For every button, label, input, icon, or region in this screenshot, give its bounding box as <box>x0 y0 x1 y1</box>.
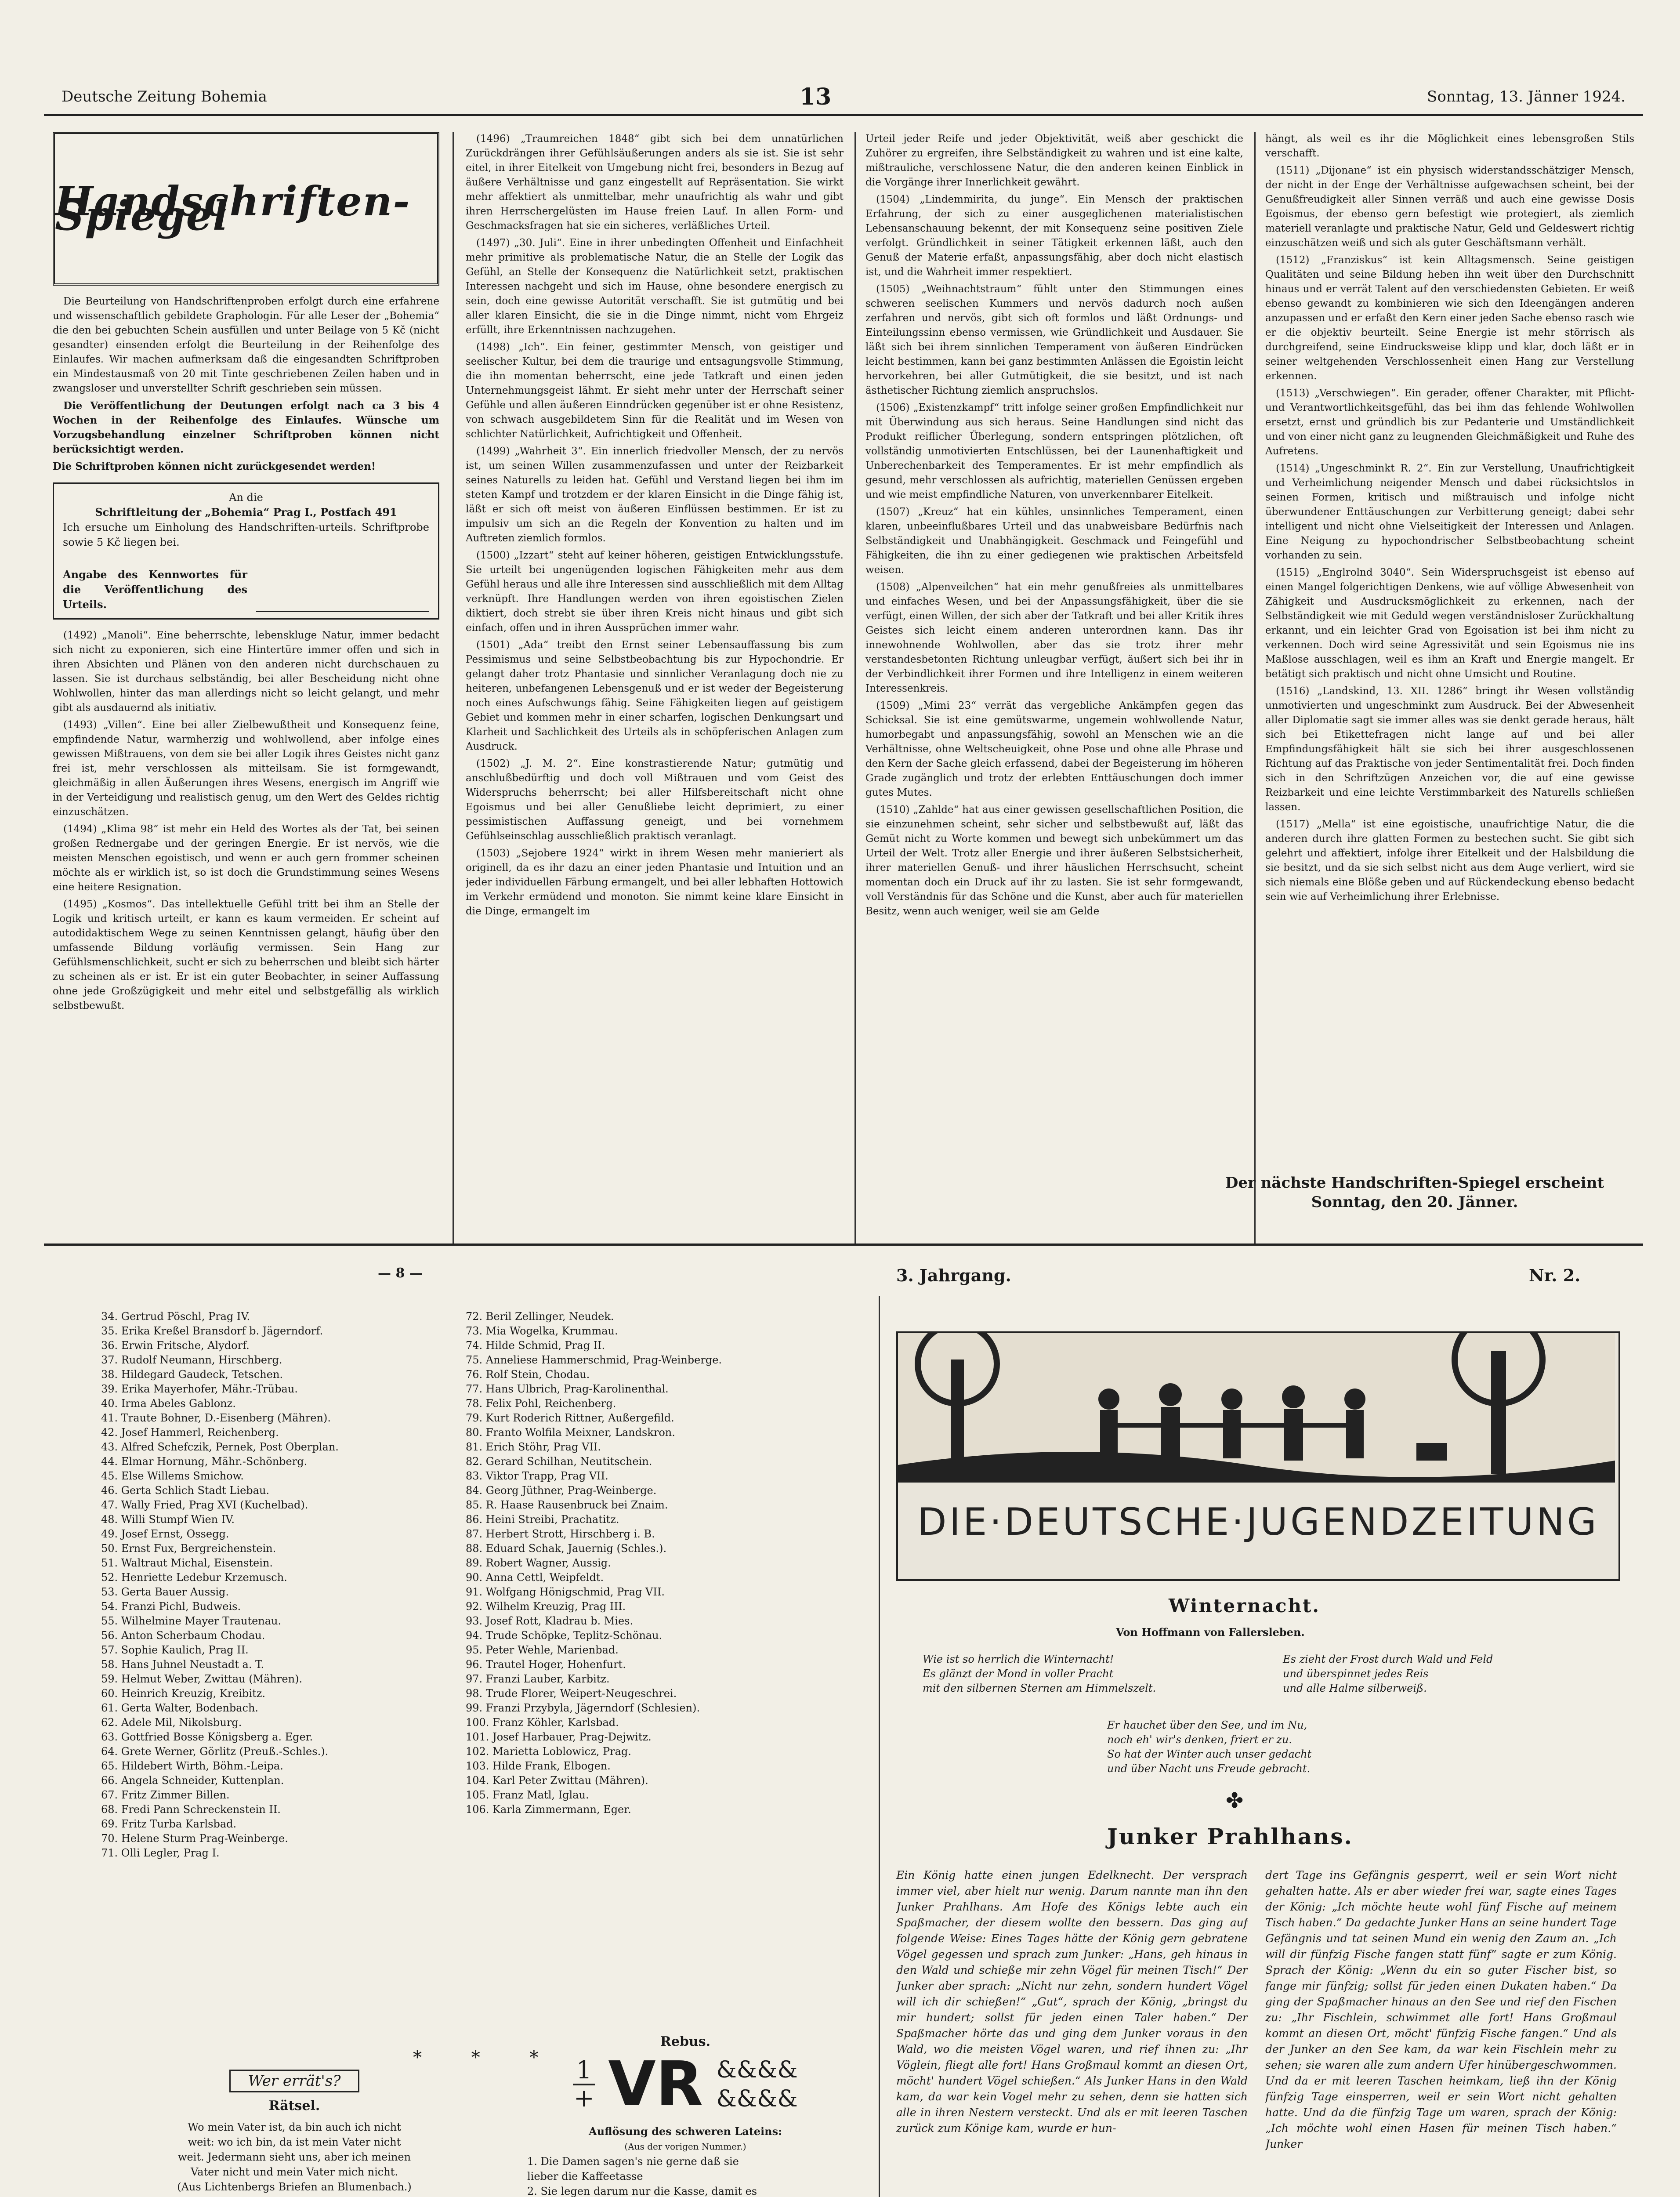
solver-list-item: 44. Elmar Hornung, Mähr.-Schönberg. <box>101 1455 308 1468</box>
solver-list-item: 106. Karla Zimmermann, Eger. <box>466 1803 631 1816</box>
solver-list-item: 52. Henriette Ledebur Krzemusch. <box>101 1571 287 1584</box>
order-coupon <box>53 482 439 620</box>
entry-1515: (1515) „Englrolnd 3040“. Sein Widerspruchsgeist ist ebenso auf einen Mangel folgerichtigen Denkens, wie auf völlige Abwesenheit von Zähigkeit und Ausdrucksmöglichkeit zu erkennen, nach der Selbständigkeit wie mit Geduld wegen verständnisloser Zurückhaltung erkannt, und ein leichter Grad von Egoisation ist bei ihm nicht zu verkennen. Doch wird seine Agressivität und sein Egoismus nie ins Maßlose ausschlagen, weil es ihm an Kraft und Energie mangelt. Er betätigt sich praktisch und nicht ohne Umsicht und Routine. <box>1265 567 1634 680</box>
coupon-field <box>256 572 429 612</box>
solver-list-item: 53. Gerta Bauer Aussig. <box>101 1586 229 1598</box>
solution-line: 2. Sie legen darum nur die Kasse, damit es <box>527 2185 757 2197</box>
riddle-title: Rätsel. <box>268 2098 320 2114</box>
solver-list-item: 68. Fredi Pann Schreckenstein II. <box>101 1803 281 1816</box>
solver-list-item: 105. Franz Matl, Iglau. <box>466 1789 589 1801</box>
solver-list-item: 74. Hilde Schmid, Prag II. <box>466 1339 605 1352</box>
rebus-fraction <box>573 2057 595 2112</box>
section-stars: * * * <box>413 2048 561 2068</box>
column-4 <box>1265 132 1634 1173</box>
supplement-page-marker: — 8 — <box>378 1265 423 1281</box>
entry-1508: (1508) „Alpenveilchen“ hat ein mehr genußfreies als unmittelbares und einfaches Wesen, und bei der Anpassungsfähigkeit, über die sie verfügt, einen Willen, der sich aber der Tatkraft und bei aller Kritik ihres Geistes sich leicht einem anderen unterordnen kann. Das ihr innewohnende Wohlwollen, aber das sie trotz ihrer mehr verstandesbetonten Richtung unleugbar verfügt, äußert sich bei ihr in der Verbindlichkeit ihrer Formen und ihre Intelligenz in einem weiteren Interessenkreis. <box>865 581 1243 694</box>
rebus-letters: VR <box>608 2048 703 2120</box>
entry-1496: (1496) „Traumreichen 1848“ gibt sich bei dem unnatürlichen Zurückdrängen ihrer Gefühlsäußerungen anders als sie ist. Sie ist sehr eitel, in ihrer Eitelkeit von Umgebung nicht frei, besonders in Bezug auf äußere Verhältnisse und ganz eingestellt auf Repräsentation. Sie wirkt mehr affektiert als unmittelbar, mehr unaufrichtig als wahr und gibt ihren Herrschergelüsten im Hause freien Lauf. In allen Form- und Geschmacksfragen hat sie ein sicheres, verläßliches Urteil. <box>466 133 844 232</box>
riddle-line: weit: wo ich bin, da ist mein Vater nicht <box>188 2136 401 2148</box>
rebus-amps-row: &&&& <box>716 2086 798 2112</box>
entry-1492: (1492) „Manoli“. Eine beherrschte, lebenskluge Natur, immer bedacht sich nicht zu exponieren, sich eine Hintertüre immer offen und sich in ihren Absichten und Plänen von den anderen nicht durchschauen zu lassen. Sie ist durchaus selbständig, bei aller Bescheidung nicht ohne Wohlwollen, hinter das man allerdings nicht so leicht gelangt, und mehr gibt als ausdauernd als initiativ. <box>53 630 439 714</box>
solver-list-item: 41. Traute Bohner, D.-Eisenberg (Mähren). <box>101 1412 331 1424</box>
entry-1497: (1497) „30. Juli“. Eine in ihrer unbedingten Offenheit und Einfachheit mehr primitive als problematische Natur, die an Stelle der Logik das Gefühl, an Stelle der Konsequenz die Natürlichkeit setzt, praktischen Interessen nachgeht und sich im Hause, ohne besondere energisch zu sein, doch eine gewisse Autorität verschafft. Sie ist gutmütig und bei aller klaren Einsicht, die sie in die Dinge nimmt, nicht vom Ehrgeiz erfüllt, ihre Erkenntnissen nachzugehen. <box>466 237 844 336</box>
solver-list-item: 79. Kurt Roderich Rittner, Außergefild. <box>466 1412 674 1424</box>
riddle-box-title: Wer errät's? <box>229 2070 360 2092</box>
solver-list-item: 40. Irma Abeles Gablonz. <box>101 1397 236 1410</box>
entry-1506: (1506) „Existenzkampf“ tritt infolge seiner großen Empfindlichkeit nur mit Überwindung aus sich heraus. Seine Handlungen sind nicht das Produkt reiflicher Überlegung, sondern entspringen plötzlichen, oft vollständig unmotivierten Entschlüssen, bei der Launenhaftigkeit und Unberechenbarkeit des Temperamentes. Er ist mehr empfindlich als gesund, mehr verschlossen als aufrichtig, materiellen Genüssen ergeben und wie meist empfindliche Naturen, von unverkennbarer Eitelkeit. <box>865 402 1243 500</box>
poem-line: und über Nacht uns Freude gebracht. <box>1107 1762 1311 1775</box>
riddle-line: Vater nicht und mein Vater mich nicht. <box>191 2166 398 2178</box>
solver-list-item: 91. Wolfgang Hönigschmid, Prag VII. <box>466 1586 665 1598</box>
riddle-line: weit. Jedermann sieht uns, aber ich meinen <box>177 2151 411 2163</box>
solver-list-item: 96. Trautel Hoger, Hohenfurt. <box>466 1658 626 1671</box>
solver-list-item: 94. Trude Schöpke, Teplitz-Schönau. <box>466 1629 663 1642</box>
rebus-amps-row: &&&& <box>716 2057 798 2083</box>
entry-1500: (1500) „Izzart“ steht auf keiner höheren, geistigen Entwicklungsstufe. Sie urteilt bei ungenügenden logischen Fähigkeiten mehr aus dem Gefühl heraus und alle ihre Interessen sind ausschließlich mit dem Alltag verknüpft. Ihre Handlungen werden von ihren egoistischen Zielen diktiert, doch strebt sie über ihren Kreis nicht hinaus und gibt sich einfach, offen und in ihren Aussprüchen immer wahr. <box>466 550 844 634</box>
entry-1499: (1499) „Wahrheit 3“. Ein innerlich friedvoller Mensch, der zu nervös ist, um seinen Willen zusammenzufassen und unter der Reizbarkeit seines Naturells zu leiden hat. Gefühl und Verstand liegen bei ihm im steten Kampf und trotzdem er der klaren Einsicht in die Dinge fähig ist, läßt er sich oft meist von äußeren Einflüssen bestimmen. Er ist zu impulsiv um sich an die Regeln der Konvention zu halten und im Auftreten ziemlich formlos. <box>466 446 844 544</box>
solver-list-item: 84. Georg Jüthner, Prag-Weinberge. <box>466 1484 657 1497</box>
entry-1509: (1509) „Mimi 23“ verrät das vergebliche Ankämpfen gegen das Schicksal. Sie ist eine gemütswarme, ungemein wohlwollende Natur, humorbegabt und anpassungsfähig, sowohl an Menschen wie an die Verhältnisse, ohne Weltscheuigkeit, ohne Pose und ohne alle Phrase und den Kern der Sache gleich erfassend, dabei der Begeisterung im höheren Grade zugänglich und trotz der erlebten Enttäuschungen doch immer gutes Mutes. <box>865 700 1243 798</box>
solution-line: lieber die Kaffeetasse <box>527 2170 643 2182</box>
solver-list-item: 54. Franzi Pichl, Budweis. <box>101 1600 241 1613</box>
section-divider <box>44 1244 1643 1246</box>
poem-title: Winternacht. <box>1169 1595 1321 1617</box>
riddle-lines <box>114 2120 474 2197</box>
solver-list-item: 66. Angela Schneider, Kuttenplan. <box>101 1774 284 1787</box>
entry-1517: (1517) „Mella“ ist eine egoistische, unaufrichtige Natur, die die anderen durch ihre glatten Formen zu bestechen sucht. Sie gibt sich gelehrt und affektiert, infolge ihrer Eitelkeit und der Halsbildung die sie besitzt, und da sie sich selbst nicht aus dem Auge verliert, wird sie sich niemals eine Blöße geben und auf Rückendeckung ebenso bedacht sein wie auf Verheimlichung ihrer Erlebnisse. <box>1265 819 1634 903</box>
solver-list-item: 99. Franzi Przybyla, Jägerndorf (Schlesien). <box>466 1702 700 1714</box>
riddle-section <box>114 2070 474 2197</box>
solver-list-item: 34. Gertrud Pöschl, Prag IV. <box>101 1310 250 1323</box>
coupon-text: Ich ersuche um Einholung des Handschriften-urteils. Schriftprobe sowie 5 Kč liegen bei. <box>63 521 429 548</box>
solver-list-item: 46. Gerta Schlich Stadt Liebau. <box>101 1484 270 1497</box>
story-column-1: Ein König hatte einen jungen Edelknecht. Der versprach immer viel, aber hielt nur wenig. Darum nannte man ihn den Junker Prahlhans. Am Hofe des Königs lebte auch ein Spaßmacher, der diesem wollte den bessern. Das ging auf folgende Weise: Eines Tages hätte der König gern gebratene Vögel gegessen und sprach zum Junker: „Hans, geh hinaus in den Wald und schieße mir zehn Vögel für meinen Tisch!“ Der Junker aber sprach: „Nicht nur zehn, sondern hundert Vögel will ich dir schießen!“ „Gut“, sprach der König, „bringst du mir hundert; sollst für jeden einen Taler haben.“ Der Spaßmacher hörte das und ging dem Junker voraus in den Wald, wo die meisten Vögel waren, und rief ihnen zu: „Ihr Vöglein, fliegt alle fort! Hans Großmaul kommt an diesen Ort, möcht' hundert Vögel schießen.“ Als Junker Hans in den Wald kam, da war kein Vogel mehr zu sehen, denn sie hatten sich alle in ihren Nestern versteckt. Und als er mit leeren Taschen zurück zum Könige kam, wurde er hun- <box>896 1869 1248 2135</box>
entry-1493: (1493) „Villen“. Eine bei aller Zielbewußtheit und Konsequenz feine, empfindende Natur, warmherzig und wohlwollend, aber infolge eines gewissen Mißtrauens, von dem sie bei aller Logik ihres Geistes nicht ganz frei ist, mehr verschlossen als mitteilsam. Sie ist formgewandt, gleichmäßig in allen Äußerungen ihres Wesens, energisch im Angriff wie in der Verteidigung und realistisch genug, um den Wert des Geldes richtig einzuschätzen. <box>53 719 439 818</box>
illustration-title: DIE·DEUTSCHE·JUGENDZEITUNG <box>917 1500 1599 1544</box>
entry-1505: (1505) „Weihnachtstraum“ fühlt unter den Stimmungen eines schweren seelischen Kummers und nervös dadurch noch außen zerfahren und nervös, gibt sich oft formlos und läßt Ordnungs- und Einteilungssinn ebenso vermissen, wie Gründlichkeit und Ausdauer. Sie läßt sich bei ihrem sinnlichen Temperament von äußeren Eindrücken leicht bestimmen, kann bei ganz bestimmten Anlässen die Egoistin leicht hervorkehren, bei aller Gutmütigkeit, die sie besitzt, und ist nach ästhetischer Richtung ziemlich anspruchslos. <box>865 283 1243 396</box>
entry-1507: (1507) „Kreuz“ hat ein kühles, unsinnliches Temperament, einen klaren, unbeeinflußbares Urteil und das unabweisbare Bedürfnis nach Selbständigkeit und Unabhängigkeit. Geschmack und Feingefühl und Fähigkeiten, die ihn zu einer gediegenen wie praktischen Arbeitsfeld weisen. <box>865 506 1243 576</box>
masthead-illustration <box>896 1331 1620 1581</box>
newspaper-page <box>44 83 1643 2197</box>
solver-list-item: 103. Hilde Frank, Elbogen. <box>466 1760 611 1772</box>
solver-list-item: 58. Hans Juhnel Neustadt a. T. <box>101 1658 264 1671</box>
entry-continued: Urteil jeder Reife und jeder Objektivität, weiß aber geschickt die Zuhörer zu ergreifen, ihre Selbständigkeit zu wahren und ist eine kalte, mißtrauliche, verschlossene Natur, die den anderen keinen Einblick in die Vorgänge ihrer Innerlichkeit gewährt. <box>865 133 1243 188</box>
solver-list-item: 57. Sophie Kaulich, Prag II. <box>101 1644 249 1656</box>
coupon-to: An die <box>229 491 263 504</box>
solver-list-item: 104. Karl Peter Zwittau (Mähren). <box>466 1774 648 1787</box>
solver-list-item: 65. Hildebert Wirth, Böhm.-Leipa. <box>101 1760 283 1772</box>
riddle-line: (Aus Lichtenbergs Briefen an Blumenbach.) <box>177 2181 412 2193</box>
coupon-label: Angabe des Kennwortes für die Veröffentlichung des Urteils. <box>63 568 247 611</box>
entry-1495: (1495) „Kosmos“. Das intellektuelle Gefühl tritt bei ihm an Stelle der Logik und kritisch urteilt, er kann es kaum vermeiden. Er scheint auf autodidaktischem Wege zu seinen Kenntnissen gelangt, häufig über den umfassende Bildung vorläufig vermissen. Sein Hang zur Gefühlsmenschlichkeit, sucht er sich zu beherrschen und bleibt sich härter zu scheinen als er ist. Er ist ein guter Beobachter, in seiner Auffassung ohne jede Großzügigkeit und mehr eitel und selbstgefällig als wirklich selbstbewußt. <box>53 899 439 1011</box>
solution-line: 1. Die Damen sagen's nie gerne daß sie <box>527 2155 739 2168</box>
poem-line: Wie ist so herrlich die Winternacht! <box>923 1653 1114 1665</box>
solver-list-item: 89. Robert Wagner, Aussig. <box>466 1557 611 1569</box>
header-page-number: 13 <box>800 83 832 110</box>
column-2 <box>466 132 844 1244</box>
solver-list-item: 45. Else Willems Smichow. <box>101 1470 244 1482</box>
rebus-fraction-top: 1 <box>576 2056 592 2085</box>
solver-list-item: 59. Helmut Weber, Zwittau (Mähren). <box>101 1673 303 1685</box>
poem-line: mit den silbernen Sternen am Himmelszelt. <box>923 1682 1156 1694</box>
entry-1516: (1516) „Landskind, 13. XII. 1286“ bringt ihr Wesen vollständig unmotivierten und ungeschminkt zum Ausdruck. Bei der Abwesenheit aller Diplomatie sagt sie immer alles was sie denkt gerade heraus, hält sich bei Etikettefragen nicht lange auf und bei aller Empfindungsfähigkeit hält sie sich bei ihrer ausgeschlossenen Richtung auf das Praktische von jeder Sentimentalität frei. Doch finden sich in den Schriftzügen Anzeichen vor, die auf eine gewisse Reizbarkeit und eine leichte Verstimmbarkeit des Naturells schließen lassen. <box>1265 685 1634 813</box>
solver-list-item: 67. Fritz Zimmer Billen. <box>101 1789 230 1801</box>
publication-note: Die Veröffentlichung der Deutungen erfolgt nach ca 3 bis 4 Wochen in der Reihenfolge des Einlaufes. Wünsche um Vorzugsbehandlung einzelner Schriftproben können nicht berücksichtigt werden. <box>53 400 439 455</box>
coupon-address: Schriftleitung der „Bohemia“ Prag I., Postfach 491 <box>95 506 397 518</box>
solver-list-item: 81. Erich Stöhr, Prag VII. <box>466 1441 601 1453</box>
solver-list-item: 98. Trude Florer, Weipert-Neugeschrei. <box>466 1687 677 1700</box>
column-rule <box>854 132 856 1244</box>
solver-list-left <box>101 1309 466 1860</box>
solver-list-item: 36. Erwin Fritsche, Alydorf. <box>101 1339 250 1352</box>
solver-list-item: 92. Wilhelm Kreuzig, Prag III. <box>466 1600 626 1613</box>
solver-list-item: 75. Anneliese Hammerschmid, Prag-Weinberge. <box>466 1354 722 1366</box>
solver-list-item: 64. Grete Werner, Görlitz (Preuß.-Schles.). <box>101 1745 329 1758</box>
solver-list-item: 80. Franto Wolfila Meixner, Landskron. <box>466 1426 675 1439</box>
story-title: Junker Prahlhans. <box>1107 1824 1353 1849</box>
solver-list-item: 39. Erika Mayerhofer, Mähr.-Trübau. <box>101 1383 298 1395</box>
entry-1498: (1498) „Ich“. Ein feiner, gestimmter Mensch, von geistiger und seelischer Kultur, bei dem die traurige und entsagungsvolle Stimmung, die ihn momentan beherrscht, eine jede Tatkraft und einen jeden Unternehmungsgeist lähmt. Er sieht mehr unter der Herrschaft seiner Gefühle und allen äußeren Einndrücken gegenüber ist er ohne Resistenz, von schwach ausgebildetem Sinn für die Realität und im Wesen von schlichter Natürlichkeit, Aufrichtigkeit und Offenheit. <box>466 341 844 440</box>
riddle-line <box>114 2194 474 2197</box>
solver-list-item: 85. R. Haase Rausenbruck bei Znaim. <box>466 1499 668 1511</box>
supplement-issue: Nr. 2. <box>1529 1265 1581 1285</box>
rebus-fraction-bottom: + <box>573 2084 594 2113</box>
solver-list-item: 101. Josef Harbauer, Prag-Dejwitz. <box>466 1731 652 1743</box>
solver-list-item: 61. Gerta Walter, Bodenbach. <box>101 1702 259 1714</box>
solver-list-item: 38. Hildegard Gaudeck, Tetschen. <box>101 1368 283 1381</box>
poem-line: Es glänzt der Mond in voller Pracht <box>923 1668 1114 1680</box>
solver-list-item: 47. Wally Fried, Prag XVI (Kuchelbad). <box>101 1499 308 1511</box>
solver-list-item: 87. Herbert Strott, Hirschberg i. B. <box>466 1528 655 1540</box>
solver-list-item: 82. Gerard Schilhan, Neutitschein. <box>466 1455 652 1468</box>
solver-list-item: 51. Waltraut Michal, Eisenstein. <box>101 1557 273 1569</box>
solver-list-item: 77. Hans Ulbrich, Prag-Karolinenthal. <box>466 1383 669 1395</box>
solver-list-item: 42. Josef Hammerl, Reichenberg. <box>101 1426 279 1439</box>
return-note: Die Schriftproben können nicht zurückgesendet werden! <box>53 460 376 472</box>
solver-list-item: 63. Gottfried Bosse Königsberg a. Eger. <box>101 1731 313 1743</box>
entry-1501: (1501) „Ada“ treibt den Ernst seiner Lebensauffassung bis zum Pessimismus und seine Selbstbeobachtung bis zur Hypochondrie. Er gelangt daher trotz Phantasie und sinnlicher Veranlagung doch nie zu heiteren, unbefangenen Lebensgenuß und er ist weder der Begeisterung noch eines Aufschwungs fähig. Seine Fähigkeiten liegen auf geistigem Gebiet und kommen mehr in einer scharfen, logischen Denkungsart und Klarheit und Sachlichkeit des Urteils als in schöpferischen Anlagen zum Ausdruck. <box>466 639 844 752</box>
entry-1494: (1494) „Klima 98“ ist mehr ein Held des Wortes als der Tat, bei seinen großen Rednergabe und der geringen Energie. Er ist nervös, wie die meisten Menschen egoistisch, und wenn er auch gern frommer scheinen möchte als er wirklich ist, so ist doch die Grundstimmung seines Wesens eine heitere Resignation. <box>53 823 439 893</box>
column-rule <box>879 1296 880 2197</box>
rebus-section <box>510 2034 861 2197</box>
supplement-year: 3. Jahrgang. <box>896 1265 1011 1285</box>
solver-list-item: 100. Franz Köhler, Karlsbad. <box>466 1716 619 1729</box>
solver-list-item: 37. Rudolf Neumann, Hirschberg. <box>101 1354 282 1366</box>
entry-1502: (1502) „J. M. 2“. Eine konstrastierende Natur; gutmütig und anschlußbedürftig und doch voll Mißtrauen und vom Geist des Widerspruchs beherrscht; bei aller Hilfsbereitschaft nicht ohne Egoismus und bei aller Genußliebe leicht deprimiert, zu einer pessimistischen Auffassung geneigt, und bei vornehmem Gefühlseinschlag ausschließlich praktisch veranlagt. <box>466 758 844 842</box>
solver-list-item: 48. Willi Stumpf Wien IV. <box>101 1513 235 1526</box>
masthead-title: Handschriften-Spiegel <box>53 132 439 286</box>
entry-continued: hängt, als weil es ihr die Möglichkeit eines lebensgroßen Stils verschafft. <box>1265 133 1634 159</box>
solver-list-item: 83. Viktor Trapp, Prag VII. <box>466 1470 608 1482</box>
solution-subtitle: (Aus der vorigen Nummer.) <box>624 2141 746 2152</box>
solver-list-item: 35. Erika Kreßel Bransdorf b. Jägerndorf. <box>101 1325 323 1337</box>
header-publication: Deutsche Zeitung Bohemia <box>62 88 267 105</box>
solver-list-item: 43. Alfred Schefczik, Pernek, Post Oberplan. <box>101 1441 339 1453</box>
poem-stanza-3 <box>1107 1718 1311 1776</box>
solver-list-item: 73. Mia Wogelka, Krummau. <box>466 1325 618 1337</box>
column-1 <box>53 132 439 1244</box>
solver-list-item: 60. Heinrich Kreuzig, Kreibitz. <box>101 1687 265 1700</box>
solver-list-item: 88. Eduard Schak, Jauernig (Schles.). <box>466 1542 667 1555</box>
solver-list-right <box>466 1309 861 1817</box>
solver-list-item: 55. Wilhelmine Mayer Trautenau. <box>101 1615 282 1627</box>
solver-list-item: 78. Felix Pohl, Reichenberg. <box>466 1397 616 1410</box>
entry-1504: (1504) „Lindemmirita, du junge“. Ein Mensch der praktischen Erfahrung, der sich zu einer ausgeglichenen materialistischen Lebensanschauung bekennt, der mit Konsequenz seine positiven Ziele verfolgt. Gründlichkeit in seiner Tätigkeit erkennen läßt, auch den Genuß der Materie erfaßt, anpassungsfähig, aber doch nicht elastisch ist, und die Wahrheit immer respektiert. <box>865 194 1243 278</box>
riddle-line: Wo mein Vater ist, da bin auch ich nicht <box>188 2121 401 2133</box>
solver-list-item: 70. Helene Sturm Prag-Weinberge. <box>101 1832 288 1845</box>
column-rule <box>1254 132 1256 1244</box>
solver-list-item: 71. Olli Legler, Prag I. <box>101 1847 220 1859</box>
solver-list-item: 102. Marietta Loblowicz, Prag. <box>466 1745 631 1758</box>
poem-line: noch eh' wir's denken, friert er zu. <box>1107 1733 1293 1746</box>
solver-list-item: 93. Josef Rott, Kladrau b. Mies. <box>466 1615 634 1627</box>
poem-stanza-2 <box>1283 1652 1493 1696</box>
entry-1510: (1510) „Zahlde“ hat aus einer gewissen gesellschaftlichen Position, die sie einzunehmen scheint, sehr sicher und selbstbewußt auf, läßt das Gemüt nicht zu Worte kommen und bewegt sich unbekümmert um das Urteil der Welt. Trotz aller Energie und ihrer äußeren Selbstsicherheit, ihrer materiellen Genuß- und ihrer häuslichen Herrschsucht, scheint momentan doch ein Druck auf ihr zu lasten. Sie ist sehr formgewandt, voll Verständnis für das Schöne und die Kunst, aber auch für materiellen Besitz, wenn auch weniger, weil sie am Gelde <box>865 804 1243 917</box>
poem-line: Es zieht der Frost durch Wald und Feld <box>1283 1653 1493 1665</box>
running-header <box>44 83 1643 116</box>
solution-title: Auflösung des schweren Lateins: <box>589 2125 782 2138</box>
solver-list-item: 50. Ernst Fux, Bergreichenstein. <box>101 1542 276 1555</box>
ornament-icon: ✤ <box>1226 1788 1244 1813</box>
entry-1513: (1513) „Verschwiegen“. Ein gerader, offener Charakter, mit Pflicht- und Verantwortlichkeitsgefühl, das bei ihm das fehlende Wohlwollen ersetzt, ernst und gründlich bis zur Pedanterie und Umständlichkeit und von einer nicht ganz zu leugnenden Gleichmäßigkeit und Ruhe des Aufretens. <box>1265 388 1634 457</box>
solver-list-item: 95. Peter Wehle, Marienbad. <box>466 1644 619 1656</box>
entry-1511: (1511) „Dijonane“ ist ein physisch widerstandsschätziger Mensch, der nicht in der Enge der Verhältnisse aufgewachsen scheint, bei der Genußfreudigkeit aller Sinnen verräß und auch eine gewisse Dosis Egoismus, der ebenso gern befestigt wie protegiert, als ziemlich materiell veranlagte und praktische Natur, Geld und Geldeswert richtig einzuschätzen weiß und sich als guter Geschäftsmann verhält. <box>1265 165 1634 249</box>
poem-line: und alle Halme silberweiß. <box>1283 1682 1427 1694</box>
poem-author: Von Hoffmann von Fallersleben. <box>1116 1626 1305 1639</box>
solver-list-item: 90. Anna Cettl, Weipfeldt. <box>466 1571 604 1584</box>
entry-1514: (1514) „Ungeschminkt R. 2“. Ein zur Verstellung, Unaufrichtigkeit und Verheimlichung neigender Mensch und dabei rücksichtslos in seinen Formen, kritisch und mißtrauisch und infolge nicht überwundener Enttäuschungen zur Verbitterung geneigt; dabei sehr intelligent und nicht ohne Vielseitigkeit der Interessen und Anlagen. Eine Neigung zu hypochondrischer Selbstbeobachtung scheint vorhanden zu sein. <box>1265 463 1634 561</box>
poem-line: und überspinnet jedes Reis <box>1283 1668 1429 1680</box>
rebus-puzzle <box>510 2048 861 2120</box>
header-date: Sonntag, 13. Jänner 1924. <box>1427 88 1626 105</box>
poem-line: Er hauchet über den See, und im Nu, <box>1107 1719 1307 1731</box>
solver-list-item: 76. Rolf Stein, Chodau. <box>466 1368 590 1381</box>
solver-list-item: 62. Adele Mil, Nikolsburg. <box>101 1716 242 1729</box>
rebus-title: Rebus. <box>660 2034 711 2049</box>
solver-list-item: 49. Josef Ernst, Ossegg. <box>101 1528 229 1540</box>
poem-line: So hat der Winter auch unser gedacht <box>1107 1748 1312 1760</box>
column-rule <box>453 132 454 1244</box>
solver-list-item: 86. Heini Streibi, Prachatitz. <box>466 1513 619 1526</box>
next-issue-notice: Der nächste Handschriften-Spiegel erscheint Sonntag, den 20. Jänner. <box>1225 1174 1604 1211</box>
column-3 <box>865 132 1243 1244</box>
story-column-2: dert Tage ins Gefängnis gesperrt, weil er sein Wort nicht gehalten hatte. Als er aber wieder frei war, sagte eines Tages der König: „Ich möchte heute wohl fünf Fische auf meinem Tisch haben.“ Da gedachte Junker Hans an seine hundert Tage Gefängnis und tat seinen Mund ein wenig den Zaum an. „Ich will dir fünfzig Fische fangen statt fünf“ sagte er zum König. Sprach der König: „Wenn du ein so guter Fischer bist, so fange mir fünfzig; sollst für jeden einen Dukaten haben.“ Da ging der Spaßmacher hinaus an den See und rief den Fischen zu: „Ihr Fischlein, schwimmet alle fort! Hans Großmaul kommt an diesen Ort, möcht' fünfzig Fische fangen.“ Und als der Junker an den See kam, da war kein Fischlein mehr zu sehen; sie waren alle zum andern Ufer hinübergeschwommen. Und da er mit leeren Taschen heimkam, ließ ihn der König fünfzig Tage einsperren, weil er sein Wort nicht gehalten hatte. Und da die fünfzig Tage um waren, sprach der König: „Ich möchte wohl einen Hasen für meinen Tisch haben.“ Junker <box>1265 1869 1617 2150</box>
entry-1503: (1503) „Sejobere 1924“ wirkt in ihrem Wesen mehr manieriert als originell, da es ihr dazu an einer jeden Phantasie und Intuition und an jeder individuellen Färbung ermangelt, und bei aller lebhaften Hottowich im Verkehr ermüdend und monoton. Sie nimmt keine klare Einsicht in die Dinge, ermangelt im <box>466 848 844 917</box>
solver-list-item: 72. Beril Zellinger, Neudek. <box>466 1310 614 1323</box>
solution-lines <box>510 2154 861 2197</box>
solver-list-item: 97. Franzi Lauber, Karbitz. <box>466 1673 610 1685</box>
entry-1512: (1512) „Franziskus“ ist kein Alltagsmensch. Seine geistigen Qualitäten und seine Bildung heben ihn weit über den Durchschnitt hinaus und er verrät Talent auf den verschiedensten Gebieten. Er weiß ebenso gewandt zu kombinieren wie sich den Ideengängen anderen anzupassen und er erfaßt den Kern einer jeden Sache ebenso rasch wie er die objektiv beurteilt. Seine Energie ist mehr störrisch als durchgreifend, seine Eindrucksweise klipp und klar, doch läßt er in seiner weltgehenden Verschlossenheit einen Hang zur Verstellung erkennen. <box>1265 254 1634 382</box>
intro-text: Die Beurteilung von Handschriftenproben erfolgt durch eine erfahrene und wissenschaftlich gebildete Graphologin. Für alle Leser der „Bohemia“ die den bei gebuchten Schein ausfüllen und unter Beilage von 5 Kč (nicht gesandter) einsenden erfolgt die Beurteilung in der Reihenfolge des Einlaufes. Wir machen aufmerksam daß die eingesandten Schriftproben ein Mindestausmaß von 20 mit Tinte geschriebenen Zeilen haben und in zwangsloser und unverstellter Schrift geschrieben sein müssen. <box>53 296 439 394</box>
rebus-ampersands <box>717 2056 798 2114</box>
poem-stanza-1 <box>923 1652 1156 1696</box>
solver-list-item: 69. Fritz Turba Karlsbad. <box>101 1818 237 1830</box>
solver-list-item: 56. Anton Scherbaum Chodau. <box>101 1629 265 1642</box>
